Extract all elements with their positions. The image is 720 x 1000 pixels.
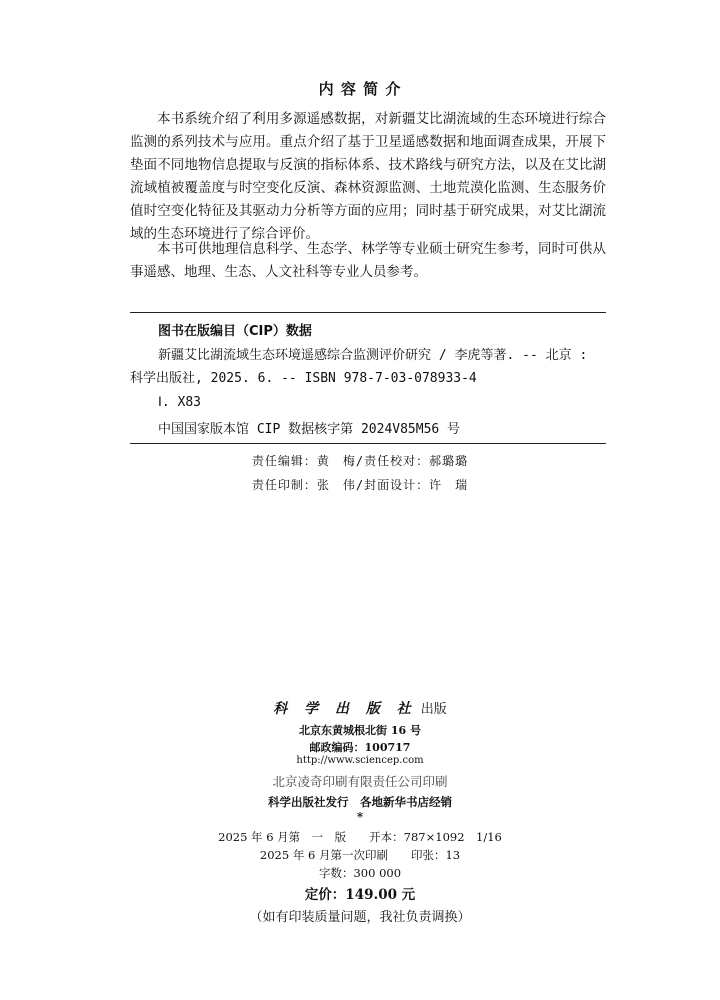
distribution: 科学出版社发行 各地新华书店经销 (268, 795, 452, 809)
cip-bottom-divider (130, 443, 606, 444)
editor-credits: 责任编辑：黄 梅/责任校对：郝璐璐 (251, 454, 469, 468)
cip-top-divider (130, 312, 606, 313)
printer: 北京凌奇印刷有限责任公司印刷 (272, 774, 448, 789)
quality-notice: （如有印装质量问题，我社负责调换） (249, 910, 471, 925)
intro-paragraph-2: 本书可供地理信息科学、生态学、林学等专业硕士研究生参考，同时可供从事遥感、地理、生态、人文社科等专业人员参考。 (130, 241, 606, 280)
printing-info: 2025 年 6 月第一次印刷 印张：13 (259, 848, 461, 862)
cip-classification: Ⅰ. X83 (158, 395, 201, 410)
cip-record-number: 中国国家版本馆 CIP 数据核字第 2024V85M56 号 (158, 422, 461, 437)
print-design-credits: 责任印制：张 伟/封面设计：许 瑞 (251, 478, 469, 492)
publisher-name: 科 学 出 版 社 (273, 701, 417, 717)
separator-star: * (356, 810, 364, 824)
cip-entry: 新疆艾比湖流域生态环境遥感综合监测评价研究 / 李虎等著. -- 北京 : 科学出版社, 2025. 6. -- ISBN 978-7-03-078933-4 (130, 348, 588, 386)
postcode: 邮政编码：100717 (309, 741, 411, 754)
publisher-suffix: 出版 (420, 702, 447, 717)
edition-info: 2025 年 6 月第 一 版 开本：787×1092 1/16 (218, 830, 502, 844)
cip-heading: 图书在版编目（CIP）数据 (158, 324, 312, 339)
publisher-address: 北京东黄城根北街 16 号 (299, 724, 421, 737)
publisher-line (0, 698, 720, 718)
price: 定价：149.00 元 (304, 887, 416, 903)
intro-paragraph-1: 本书系统介绍了利用多源遥感数据，对新疆艾比湖流域的生态环境进行综合监测的系列技术与应用。重点介绍了基于卫星遥感数据和地面调查成果，开展下垫面不同地物信息提取与反演的指标体系、技术路线与研究方法，以及在艾比湖流域植被覆盖度与时空变化反演、森林资源监测、土地荒漠化监测、生态服务价值时空变化特征及其驱动力分析等方面的应用；同时基于研究成果，对艾比湖流域的生态环境进行了综合评价。 (130, 111, 606, 242)
section-title: 内 容 简 介 (318, 80, 402, 98)
word-count: 字数：300 000 (318, 866, 402, 880)
publisher-url: http://www.sciencep.com (296, 755, 424, 766)
